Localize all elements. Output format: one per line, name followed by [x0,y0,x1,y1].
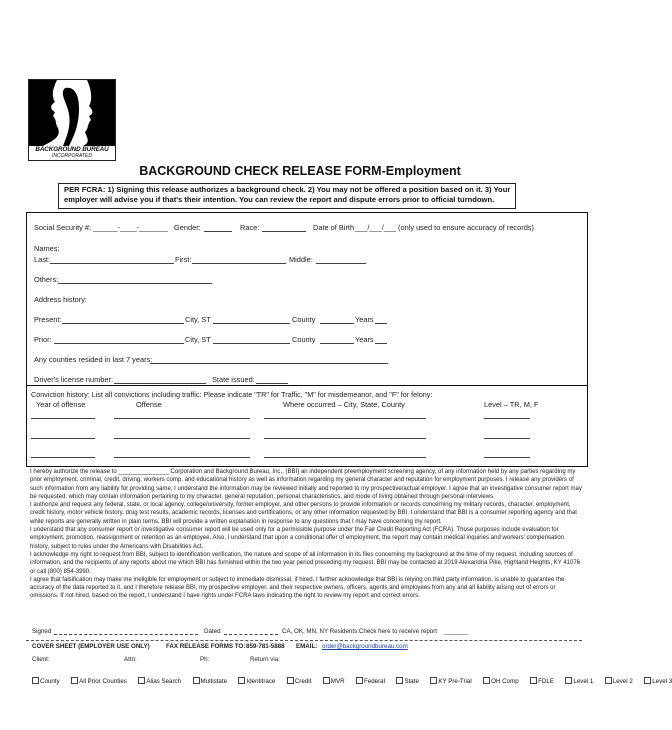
conviction-year-line[interactable] [31,457,95,458]
auth-paragraph-4: I acknowledge my right to request from BBI, subject to identification verification, the nature and scope of all information in its files concerning my background at the time of my request, including sources of information, and the recipients of any reports about me which BBI has furnished within the two year period preceding my request. BBI may be contacted at 2019 Alexandria Pike, Highland Heights, KY 41076 or call (800) 854-3990. [30,551,581,575]
dob-field[interactable]: ___/___/___ [355,223,397,232]
option-alias-search[interactable]: Alias Search [138,677,181,685]
option-identitrace[interactable]: Identitrace [238,677,275,685]
prior-city-label: City, ST [185,335,211,344]
conviction-offense-line[interactable] [114,418,250,419]
prior-years-label: Years [355,335,374,344]
checkbox-icon [565,677,572,684]
email-link[interactable]: order@backgroundbureau.com [322,643,408,650]
present-county-field[interactable] [320,323,354,324]
option-oh-comp[interactable]: OH Comp [483,677,519,685]
option-level-3[interactable]: Level 3 [644,677,672,685]
residents-report-label: CA, OK, MN, NY Residents:Check here to receive report [282,628,437,635]
col-year-header: Year of offense [36,400,86,409]
conviction-year-line[interactable] [31,438,95,439]
race-label: Race: [240,223,260,232]
checkbox-icon [644,677,651,684]
notice-line-2: employer will advise you if that's their intention. You can review the report and dispute errors prior to official turndown. [64,195,495,204]
checkbox-icon [138,677,145,684]
dob-label: Date of Birth [313,223,355,232]
notice-line-1: PER FCRA: 1) Signing this release authorizes a background check. 2) You may not be offered a position based on it. 3) Your [64,185,511,194]
prior-years-field[interactable] [375,343,387,344]
option-mvr[interactable]: MVR [323,677,345,685]
checkbox-icon [483,677,490,684]
option-level-1[interactable]: Level 1 [565,677,593,685]
conviction-where-line[interactable] [264,457,426,458]
fax-number: 859-781-5888 [246,643,285,650]
search-options-row [32,670,672,688]
auth-paragraph-1: I hereby authorize the release to _______________ Corporation and Background Bureau, Inc., (BBI) an independent preemployment screening agency, of any information held by any parties regarding my prior employment, criminal, credit, driving, workers comp. and educational history as well as information regarding my general character and reputation for employment purposes. I release any providers of such information from any liability for providing same, I understand the information may be reviewed initially and reported to my prospective/actual employer. I agree that an investigative consumer report may be requested, which may contain information pertaining to my character, general reputation, personal characteristics, and mode of living obtained through personal interviews. [30,469,582,500]
present-years-field[interactable] [375,323,387,324]
checkbox-icon [193,677,200,684]
option-credit[interactable]: Credit [287,677,312,685]
conviction-where-line[interactable] [264,418,426,419]
last-name-field[interactable] [50,263,174,264]
gender-label: Gender: [174,223,201,232]
conviction-level-line[interactable] [484,418,530,419]
col-level-header: Level – TR, M, F [484,400,539,409]
first-name-label: First: [175,255,192,264]
address-history-label: Address history: [34,295,87,304]
checkbox-icon [396,677,403,684]
option-county[interactable]: County [32,677,60,685]
present-label: Present: [34,315,62,324]
first-name-field[interactable] [192,263,286,264]
conviction-where-line[interactable] [264,438,426,439]
prior-city-field[interactable] [213,343,290,344]
form-title: BACKGROUND CHECK RELEASE FORM-Employment [139,164,461,178]
checkbox-icon [287,677,294,684]
date-field[interactable] [224,634,278,635]
license-field[interactable] [114,383,206,384]
logo-name-text: BACKGROUND BUREAU [35,146,109,153]
option-fdle[interactable]: FDLE [530,677,554,685]
ssn-field[interactable]: ______-____-_______ [93,223,168,232]
conviction-offense-line[interactable] [114,438,250,439]
names-label: Names: [34,244,60,253]
email-label: EMAIL: [296,643,318,650]
others-field[interactable] [58,283,212,284]
logo-sub-text: INCORPORATED [52,153,92,159]
counties-field[interactable] [150,363,388,364]
client-label: Client: [32,656,50,663]
signed-label: Signed [32,628,52,635]
conviction-year-line[interactable] [31,418,95,419]
option-all-prior-counties[interactable]: All Prior Counties [71,677,127,685]
auth-paragraph-5: I agree that falsification may make me ineligible for employment or subject to immediate dismissal, if hired. I further acknowledge that BBI is relying on third party information, is unable to guarantee the accuracy of the data reported to it, and I therefore release BBI, my prospective employer, and their respective owners, officers, agents and employees from any and all liability arising out of errors or omissions. If not hired, based on the report, I understand I have rights under FCRA laws indicating the right to review my report and correct errors. [30,576,565,600]
middle-name-label: Middle: [289,255,313,264]
residents-report-field[interactable]: _______ [444,628,469,635]
checkbox-icon [605,677,612,684]
signature-field[interactable] [54,634,198,635]
middle-name-field[interactable] [316,263,366,264]
checkbox-icon [32,677,39,684]
logo-faces-graphic [29,80,115,146]
conviction-level-line[interactable] [484,438,530,439]
option-federal[interactable]: Federal [356,677,385,685]
state-issued-field[interactable] [256,383,288,384]
authorization-text [30,468,582,601]
race-field[interactable] [262,231,306,232]
conviction-intro: Conviction history: List all convictions including traffic: Please indicate "TR" for Traffic, "M" for misdemeanor, and "F" for felony: [31,390,433,399]
others-label: Others: [34,275,59,284]
present-address-field[interactable] [62,323,184,324]
gender-field[interactable] [204,231,232,232]
checkbox-icon [530,677,537,684]
license-label: Driver's license number: [34,375,114,384]
option-multistate[interactable]: Multistate [193,677,227,685]
counties-label: Any counties resided in last 7 years: [34,355,153,364]
ph-label: Ph: [200,656,210,663]
cover-sheet-label: COVER SHEET (EMPLOYER USE ONLY) [32,643,150,650]
fcra-notice [58,183,516,209]
cover-divider [26,640,582,641]
present-city-label: City, ST [185,315,211,324]
prior-label: Prior: [34,335,52,344]
option-ky-pre-trial[interactable]: KY Pre-Trial [430,677,471,685]
return-via-label: Return via: [250,656,280,663]
present-years-label: Years [355,315,374,324]
checkbox-icon [238,677,245,684]
checkbox-icon [356,677,363,684]
present-county-label: County [292,315,316,324]
last-name-label: Last: [34,255,51,264]
checkbox-icon [71,677,78,684]
conviction-offense-line[interactable] [114,457,250,458]
attn-label: Attn: [124,656,137,663]
prior-county-label: County [292,335,316,344]
dated-label: Dated [204,628,221,635]
ssn-label: Social Security #: [34,223,92,232]
auth-paragraph-2: I authorize and request any federal, state, or local agency, college/university, former employer, and other persons to provide information or records concerning my military records, character, employment, credit history, motor vehicle history, drug test results, academic records, licenses and certifications, or any other information requested by BBI. I understand that BBI is a consumer reporting agency and that while reports are generally written in plain terms, BBI will provide a written explanation in response to any questions that I may have concerning my report. [30,502,577,525]
conviction-level-line[interactable] [484,457,530,458]
auth-paragraph-3: I understand that any consumer report or investigative consumer report will be used only for a permissible purpose under the Fair Credit Reporting Act (FCRA). Those purposes include evaluation for employment, promotion, reassignment or retention as an employee. Also, I understand that upon a conditional offer of employment, the report may contain medical inquiries and workers' compensation history, subject to rules under the Americans with Disabilities Act. [30,527,565,550]
prior-county-field[interactable] [320,343,354,344]
col-where-header: Where occurred – City, State, County [283,400,405,409]
option-level-2[interactable]: Level 2 [605,677,633,685]
company-logo [28,79,116,161]
checkbox-icon [323,677,330,684]
checkbox-icon [430,677,437,684]
option-state[interactable]: State [396,677,418,685]
col-offense-header: Offense [136,400,162,409]
prior-address-field[interactable] [54,343,184,344]
fax-label: FAX RELEASE FORMS TO: [166,643,246,650]
state-issued-label: State issued: [212,375,255,384]
present-city-field[interactable] [213,323,290,324]
dob-note: (only used to ensure accuracy of records) [398,223,534,232]
